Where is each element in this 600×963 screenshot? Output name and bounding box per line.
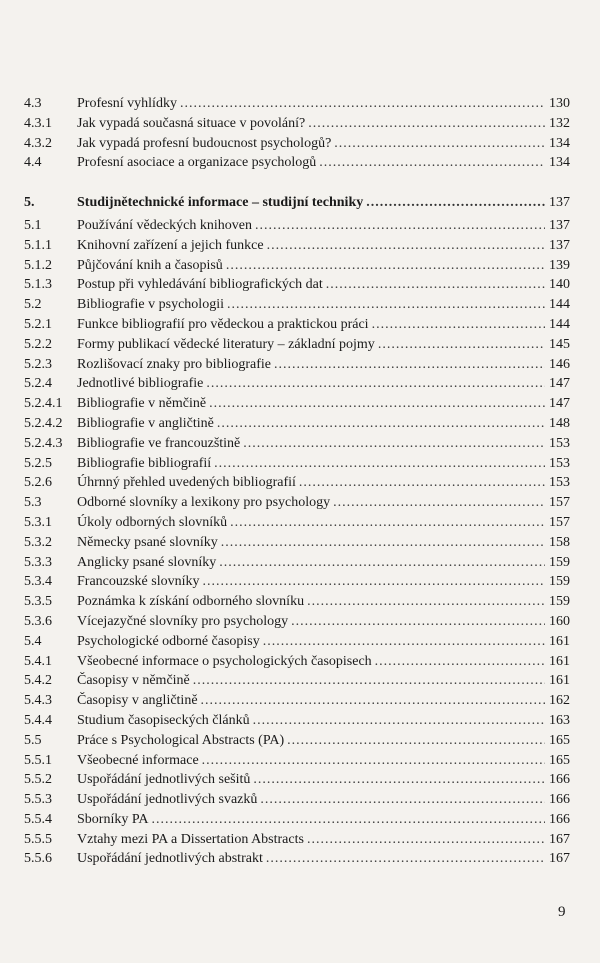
toc-entry-page: 159 xyxy=(549,574,570,590)
toc-entry-title: Sborníky PA xyxy=(77,811,149,827)
toc-entry-number: 5.5.6 xyxy=(24,851,52,867)
toc-entry-title: Profesní vyhlídky xyxy=(77,96,177,111)
toc-entry-title: Úkoly odborných slovníků xyxy=(77,514,228,530)
toc-entry-number: 5.3.3 xyxy=(24,554,52,570)
toc-entry-number: 5.2.6 xyxy=(24,475,52,491)
toc-entry-title: Uspořádání jednotlivých abstrakt xyxy=(77,851,263,867)
toc-entry-number: 5.5.2 xyxy=(24,772,52,788)
dot-leader xyxy=(319,153,545,173)
toc-entry xyxy=(24,275,570,295)
toc-entry-page: 167 xyxy=(549,831,570,847)
toc-entry-number: 5.3.6 xyxy=(24,613,52,629)
toc-entry-page: 147 xyxy=(549,376,570,392)
dot-leader xyxy=(221,533,545,553)
dot-leader xyxy=(307,592,545,612)
toc-entry-number: 5.1 xyxy=(24,217,42,233)
toc-entry-page: 161 xyxy=(549,653,570,669)
dot-leader xyxy=(263,632,545,652)
toc-entry xyxy=(24,153,570,173)
toc-entry-page: 165 xyxy=(549,732,570,748)
toc-entry xyxy=(24,652,570,672)
toc-entry-number: 5.5 xyxy=(24,732,42,748)
dot-leader xyxy=(214,454,545,474)
dot-leader xyxy=(202,572,545,592)
toc-entry-number: 5.3.4 xyxy=(24,574,52,590)
toc-entry-title: Bibliografie v němčině xyxy=(77,396,207,412)
toc-entry-number: 5.5.1 xyxy=(24,752,52,768)
toc-entry-page: 137 xyxy=(549,195,570,211)
page-number: 9 xyxy=(558,904,566,920)
dot-leader xyxy=(334,134,545,154)
toc-entry-title: Práce s Psychological Abstracts (PA) xyxy=(77,732,285,748)
toc-entry xyxy=(24,374,570,394)
dot-leader xyxy=(372,315,545,335)
toc-entry xyxy=(24,770,570,790)
toc-entry-page: 163 xyxy=(549,712,570,728)
toc-entry-title: Bibliografie v angličtině xyxy=(77,415,214,431)
toc-entry-number: 4.3.1 xyxy=(24,115,52,131)
dot-leader xyxy=(201,691,545,711)
toc-entry-title: Studijnětechnické informace – studijní techniky xyxy=(77,195,364,211)
toc-entry xyxy=(24,335,570,355)
toc-entry-number: 4.4 xyxy=(24,155,42,171)
toc-entry-title: Formy publikací vědecké literatury – základní pojmy xyxy=(77,336,375,352)
toc-entry-title: Poznámka k získání odborného slovníku xyxy=(77,594,305,610)
toc-entry-page: 148 xyxy=(549,415,570,431)
toc-entry-page: 144 xyxy=(549,297,570,313)
toc-entry-number: 5.2.3 xyxy=(24,356,52,372)
dot-leader xyxy=(267,236,545,256)
toc-entry-number: 5.1.3 xyxy=(24,277,52,293)
toc-entry-page: 132 xyxy=(549,115,570,131)
toc-entry xyxy=(24,632,570,652)
toc-entry-title: Všeobecné informace o psychologických časopisech xyxy=(77,653,372,669)
dot-leader xyxy=(375,652,545,672)
toc-entry-title: Francouzské slovníky xyxy=(77,574,200,590)
toc-entry xyxy=(24,493,570,513)
toc-entry-title: Funkce bibliografií pro vědeckou a praktickou práci xyxy=(77,316,369,332)
toc-entry-page: 162 xyxy=(549,693,570,709)
toc-entry xyxy=(24,434,570,454)
dot-leader xyxy=(253,770,545,790)
toc-entry-number: 5.5.3 xyxy=(24,792,52,808)
toc-entry-title: Anglicky psané slovníky xyxy=(77,554,217,570)
toc-entry-number: 5.3.2 xyxy=(24,534,52,550)
toc-entry-title: Jak vypadá profesní budoucnost psychologů? xyxy=(77,135,332,151)
toc-entry-page: 157 xyxy=(549,514,570,530)
dot-leader xyxy=(227,295,545,315)
toc-entry-number: 5.4.3 xyxy=(24,693,52,709)
toc-entry-number: 4.3 xyxy=(24,96,42,111)
dot-leader xyxy=(307,830,545,850)
toc-entry-title: Postup při vyhledávání bibliografických dat xyxy=(77,277,323,293)
toc-entry-title: Vztahy mezi PA a Dissertation Abstracts xyxy=(77,831,304,847)
toc-entry-page: 130 xyxy=(549,96,570,111)
toc-entry xyxy=(24,114,570,134)
toc-entry-title: Rozlišovací znaky pro bibliografie xyxy=(77,356,271,372)
toc-entry-page: 153 xyxy=(549,475,570,491)
toc-entry-number: 4.3.2 xyxy=(24,135,52,151)
toc-entry-title: Úhrnný přehled uvedených bibliografií xyxy=(77,475,296,491)
toc-entry-number: 5.2.4 xyxy=(24,376,52,392)
toc-entry-title: Psychologické odborné časopisy xyxy=(77,633,260,649)
dot-leader xyxy=(226,256,545,276)
toc-entry xyxy=(24,612,570,632)
dot-leader xyxy=(299,473,545,493)
toc-entry xyxy=(24,671,570,691)
toc-entry xyxy=(24,711,570,731)
toc-entry xyxy=(24,216,570,236)
toc-entry xyxy=(24,751,570,771)
toc-entry-page: 165 xyxy=(549,752,570,768)
toc-entry-page: 161 xyxy=(549,633,570,649)
toc-entry-page: 160 xyxy=(549,613,570,629)
toc-entry-page: 147 xyxy=(549,396,570,412)
toc-entry-number: 5.4.1 xyxy=(24,653,52,669)
toc-entry-number: 5.5.5 xyxy=(24,831,52,847)
toc-entry xyxy=(24,533,570,553)
toc-entry-page: 144 xyxy=(549,316,570,332)
dot-leader xyxy=(378,335,545,355)
toc-entry-number: 5.2.1 xyxy=(24,316,52,332)
toc-entry-title: Uspořádání jednotlivých svazků xyxy=(77,792,258,808)
toc-entry-page: 167 xyxy=(549,851,570,867)
toc-entry-number: 5.4.2 xyxy=(24,673,52,689)
toc-entry xyxy=(24,315,570,335)
toc-entry-number: 5.4 xyxy=(24,633,42,649)
section-spacer xyxy=(24,173,570,193)
dot-leader xyxy=(253,711,545,731)
toc-entry-page: 140 xyxy=(549,277,570,293)
toc-entry-page: 166 xyxy=(549,792,570,808)
toc-entry-page: 159 xyxy=(549,594,570,610)
dot-leader xyxy=(287,731,545,751)
toc-entry-title: Vícejazyčné slovníky pro psychology xyxy=(77,613,289,629)
toc-entry-number: 5.5.4 xyxy=(24,811,52,827)
toc-entry-number: 5.2.5 xyxy=(24,455,52,471)
toc-entry-page: 134 xyxy=(549,135,570,151)
toc-entry-number: 5.2.4.2 xyxy=(24,415,63,431)
dot-leader xyxy=(326,275,545,295)
dot-leader xyxy=(202,751,545,771)
toc-entry-page: 166 xyxy=(549,811,570,827)
toc-entry xyxy=(24,414,570,434)
dot-leader xyxy=(274,355,545,375)
toc-entry-title: Bibliografie v psychologii xyxy=(77,297,224,313)
toc-entry-title: Bibliografie bibliografií xyxy=(77,455,212,471)
toc-entry xyxy=(24,592,570,612)
dot-leader xyxy=(255,216,545,236)
toc-entry xyxy=(24,295,570,315)
toc-entry xyxy=(24,572,570,592)
dot-leader xyxy=(366,193,545,213)
toc-entry-page: 137 xyxy=(549,237,570,253)
toc-entry xyxy=(24,731,570,751)
toc-entry xyxy=(24,849,570,869)
toc-entry-number: 5.4.4 xyxy=(24,712,52,728)
toc-entry-page: 146 xyxy=(549,356,570,372)
toc-entry-number: 5.2.4.1 xyxy=(24,396,63,412)
toc-entry-page: 145 xyxy=(549,336,570,352)
dot-leader xyxy=(217,414,545,434)
toc-entry-page: 159 xyxy=(549,554,570,570)
toc-entry-title: Všeobecné informace xyxy=(77,752,199,768)
toc-entry-title: Profesní asociace a organizace psychologů xyxy=(77,155,317,171)
toc-entry-title: Jednotlivé bibliografie xyxy=(77,376,204,392)
dot-leader xyxy=(291,612,545,632)
toc-entry-title: Používání vědeckých knihoven xyxy=(77,217,252,233)
toc-chapter-entry xyxy=(24,193,570,213)
toc-entry xyxy=(24,134,570,154)
dot-leader xyxy=(243,434,545,454)
dot-leader xyxy=(206,374,545,394)
toc-entry-title: Časopisy v němčině xyxy=(77,673,190,689)
toc-entry xyxy=(24,355,570,375)
toc-entry-title: Bibliografie ve francouzštině xyxy=(77,435,241,451)
toc-entry xyxy=(24,454,570,474)
toc-entry-number: 5.2.4.3 xyxy=(24,435,63,451)
dot-leader xyxy=(193,671,545,691)
toc-entry-number: 5.3.5 xyxy=(24,594,52,610)
toc-entry-page: 134 xyxy=(549,155,570,171)
toc-entry xyxy=(24,553,570,573)
toc-entry-page: 137 xyxy=(549,217,570,233)
toc-entry xyxy=(24,790,570,810)
toc-entry-page: 153 xyxy=(549,435,570,451)
dot-leader xyxy=(230,513,545,533)
dot-leader xyxy=(180,94,545,114)
toc-entry-title: Knihovní zařízení a jejich funkce xyxy=(77,237,264,253)
toc-entry xyxy=(24,830,570,850)
toc-entry-title: Odborné slovníky a lexikony pro psychology xyxy=(77,495,331,511)
dot-leader xyxy=(219,553,545,573)
toc-entry-number: 5.3.1 xyxy=(24,514,52,530)
toc-entry xyxy=(24,236,570,256)
toc-entry xyxy=(24,473,570,493)
toc-entry-page: 158 xyxy=(549,534,570,550)
toc-entry-number: 5.2.2 xyxy=(24,336,52,352)
toc-entry-page: 166 xyxy=(549,772,570,788)
toc-entry-number: 5.1.1 xyxy=(24,237,52,253)
toc-entry-page: 161 xyxy=(549,673,570,689)
toc-entry xyxy=(24,394,570,414)
table-of-contents xyxy=(24,94,570,869)
toc-entry-number: 5.3 xyxy=(24,495,42,511)
toc-entry-number: 5.1.2 xyxy=(24,257,52,273)
toc-entry xyxy=(24,810,570,830)
toc-entry-page: 139 xyxy=(549,257,570,273)
toc-entry xyxy=(24,256,570,276)
toc-entry-title: Německy psané slovníky xyxy=(77,534,218,550)
dot-leader xyxy=(151,810,545,830)
toc-entry-page: 157 xyxy=(549,495,570,511)
toc-entry-title: Půjčování knih a časopisů xyxy=(77,257,223,273)
toc-entry-title: Jak vypadá současná situace v povolání? xyxy=(77,115,306,131)
toc-entry-page: 153 xyxy=(549,455,570,471)
dot-leader xyxy=(209,394,545,414)
dot-leader xyxy=(333,493,545,513)
toc-entry xyxy=(24,691,570,711)
toc-entry-title: Časopisy v angličtině xyxy=(77,693,198,709)
toc-entry-number: 5. xyxy=(24,195,35,211)
toc-entry-title: Uspořádání jednotlivých sešitů xyxy=(77,772,251,788)
dot-leader xyxy=(308,114,545,134)
toc-entry xyxy=(24,94,570,114)
toc-entry-number: 5.2 xyxy=(24,297,42,313)
dot-leader xyxy=(266,849,545,869)
toc-entry-title: Studium časopiseckých článků xyxy=(77,712,250,728)
toc-entry xyxy=(24,513,570,533)
dot-leader xyxy=(260,790,545,810)
